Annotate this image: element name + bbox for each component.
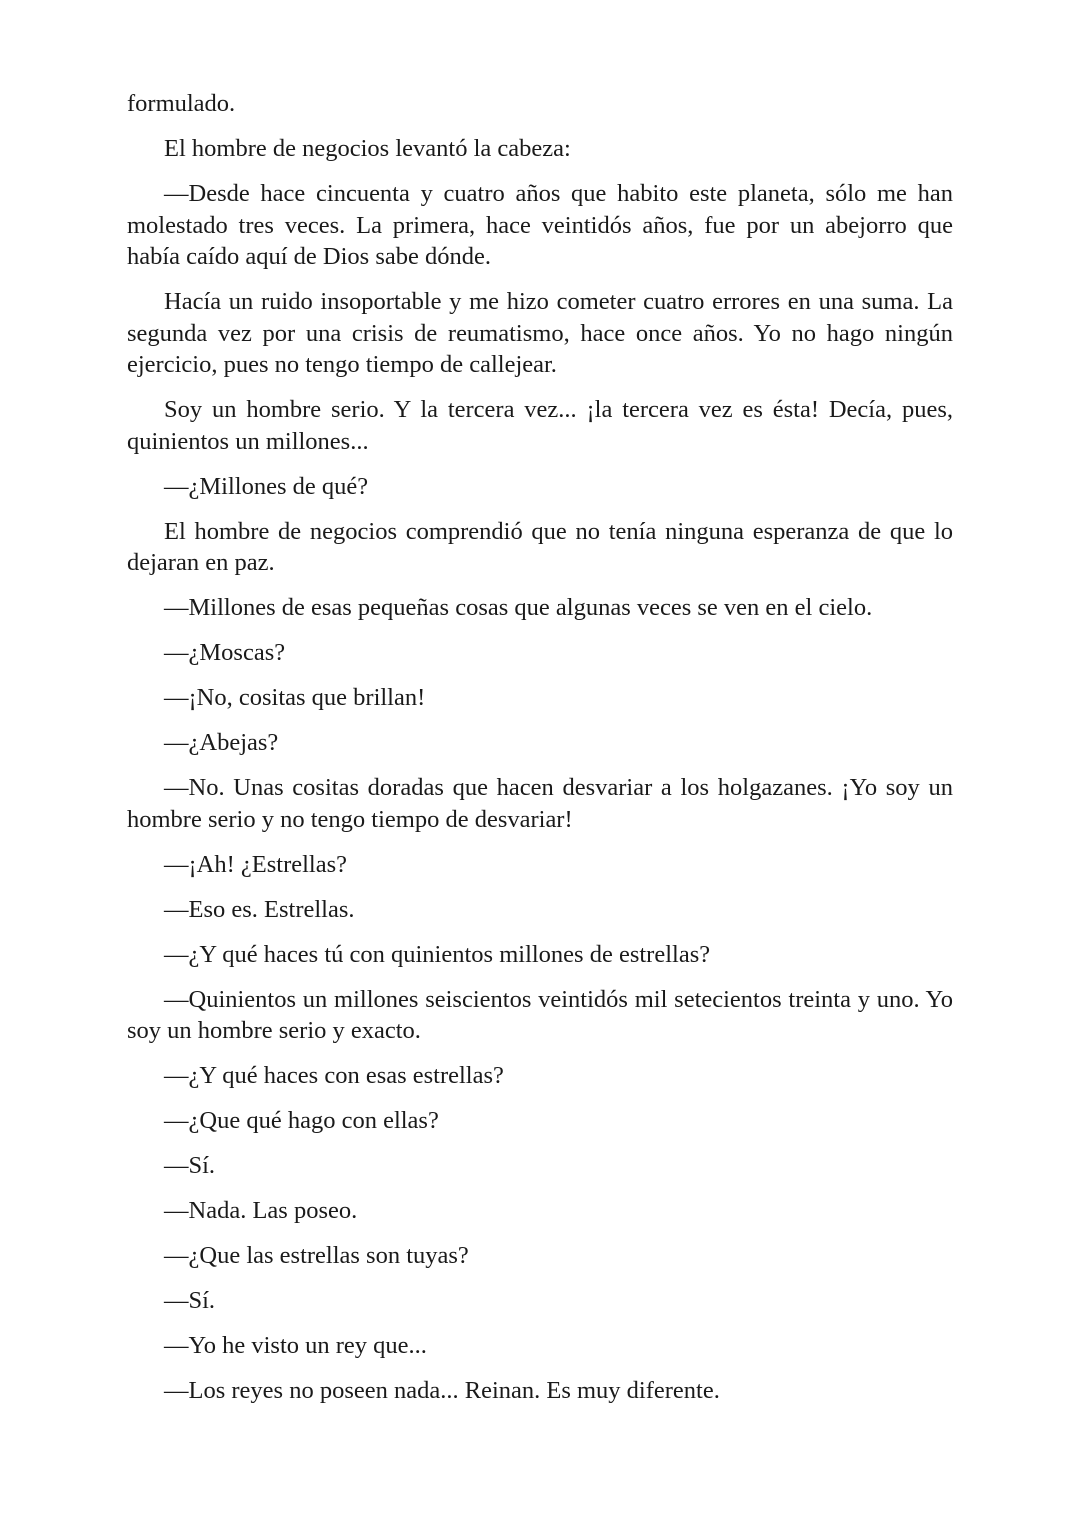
paragraph: —Millones de esas pequeñas cosas que algunas veces se ven en el cielo. bbox=[164, 594, 873, 621]
paragraph: —¿Y qué haces tú con quinientos millones de estrellas? bbox=[164, 940, 711, 968]
paragraph: El hombre de negocios levantó la cabeza: bbox=[164, 135, 571, 162]
paragraph: —Yo he visto un rey que... bbox=[164, 1332, 427, 1359]
paragraph: —Sí. bbox=[164, 1287, 216, 1314]
paragraph: —¿Y qué haces con esas estrellas? bbox=[164, 1062, 504, 1089]
paragraph: Hacía un ruido insoportable y me hizo cometer cuatro errores en una suma. La segunda vez por una crisis de reumatismo, hace once años. Yo no hago ningún ejercicio, pues no tengo tiempo de callejear. bbox=[127, 288, 953, 378]
paragraph: —¡Ah! ¿Estrellas? bbox=[164, 850, 347, 878]
paragraph: —No. Unas cositas doradas que hacen desvariar a los holgazanes. ¡Yo soy un hombre serio y no tengo tiempo de desvariar! bbox=[127, 774, 953, 833]
paragraph: El hombre de negocios comprendió que no tenía ninguna esperanza de que lo dejaran en paz. bbox=[127, 517, 953, 576]
paragraph: —Nada. Las poseo. bbox=[164, 1197, 358, 1224]
paragraph: —¿Que qué hago con ellas? bbox=[164, 1107, 439, 1134]
paragraph: —Los reyes no poseen nada... Reinan. Es muy diferente. bbox=[164, 1377, 720, 1404]
document-page bbox=[127, 88, 953, 1420]
paragraph: —Quinientos un millones seiscientos veintidós mil setecientos treinta y uno. Yo soy un hombre serio y exacto. bbox=[127, 985, 953, 1044]
paragraph: —¿Que las estrellas son tuyas? bbox=[164, 1242, 469, 1269]
paragraph-continuation: formulado. bbox=[127, 90, 236, 117]
paragraph: Soy un hombre serio. Y la tercera vez... ¡la tercera vez es ésta! Decía, pues, quinientos un millones... bbox=[127, 396, 953, 455]
paragraph: —Sí. bbox=[164, 1152, 216, 1179]
paragraph: —Desde hace cincuenta y cuatro años que habito este planeta, sólo me han molestado tres veces. La primera, hace veintidós años, fue por un abejorro que había caído aquí de Dios sabe dónde. bbox=[127, 180, 953, 270]
paragraph: —¿Millones de qué? bbox=[164, 472, 369, 500]
paragraph: —¿Abejas? bbox=[164, 729, 279, 756]
paragraph: —Eso es. Estrellas. bbox=[164, 895, 355, 923]
paragraph: —¿Moscas? bbox=[164, 639, 286, 666]
paragraph: —¡No, cositas que brillan! bbox=[164, 684, 426, 711]
